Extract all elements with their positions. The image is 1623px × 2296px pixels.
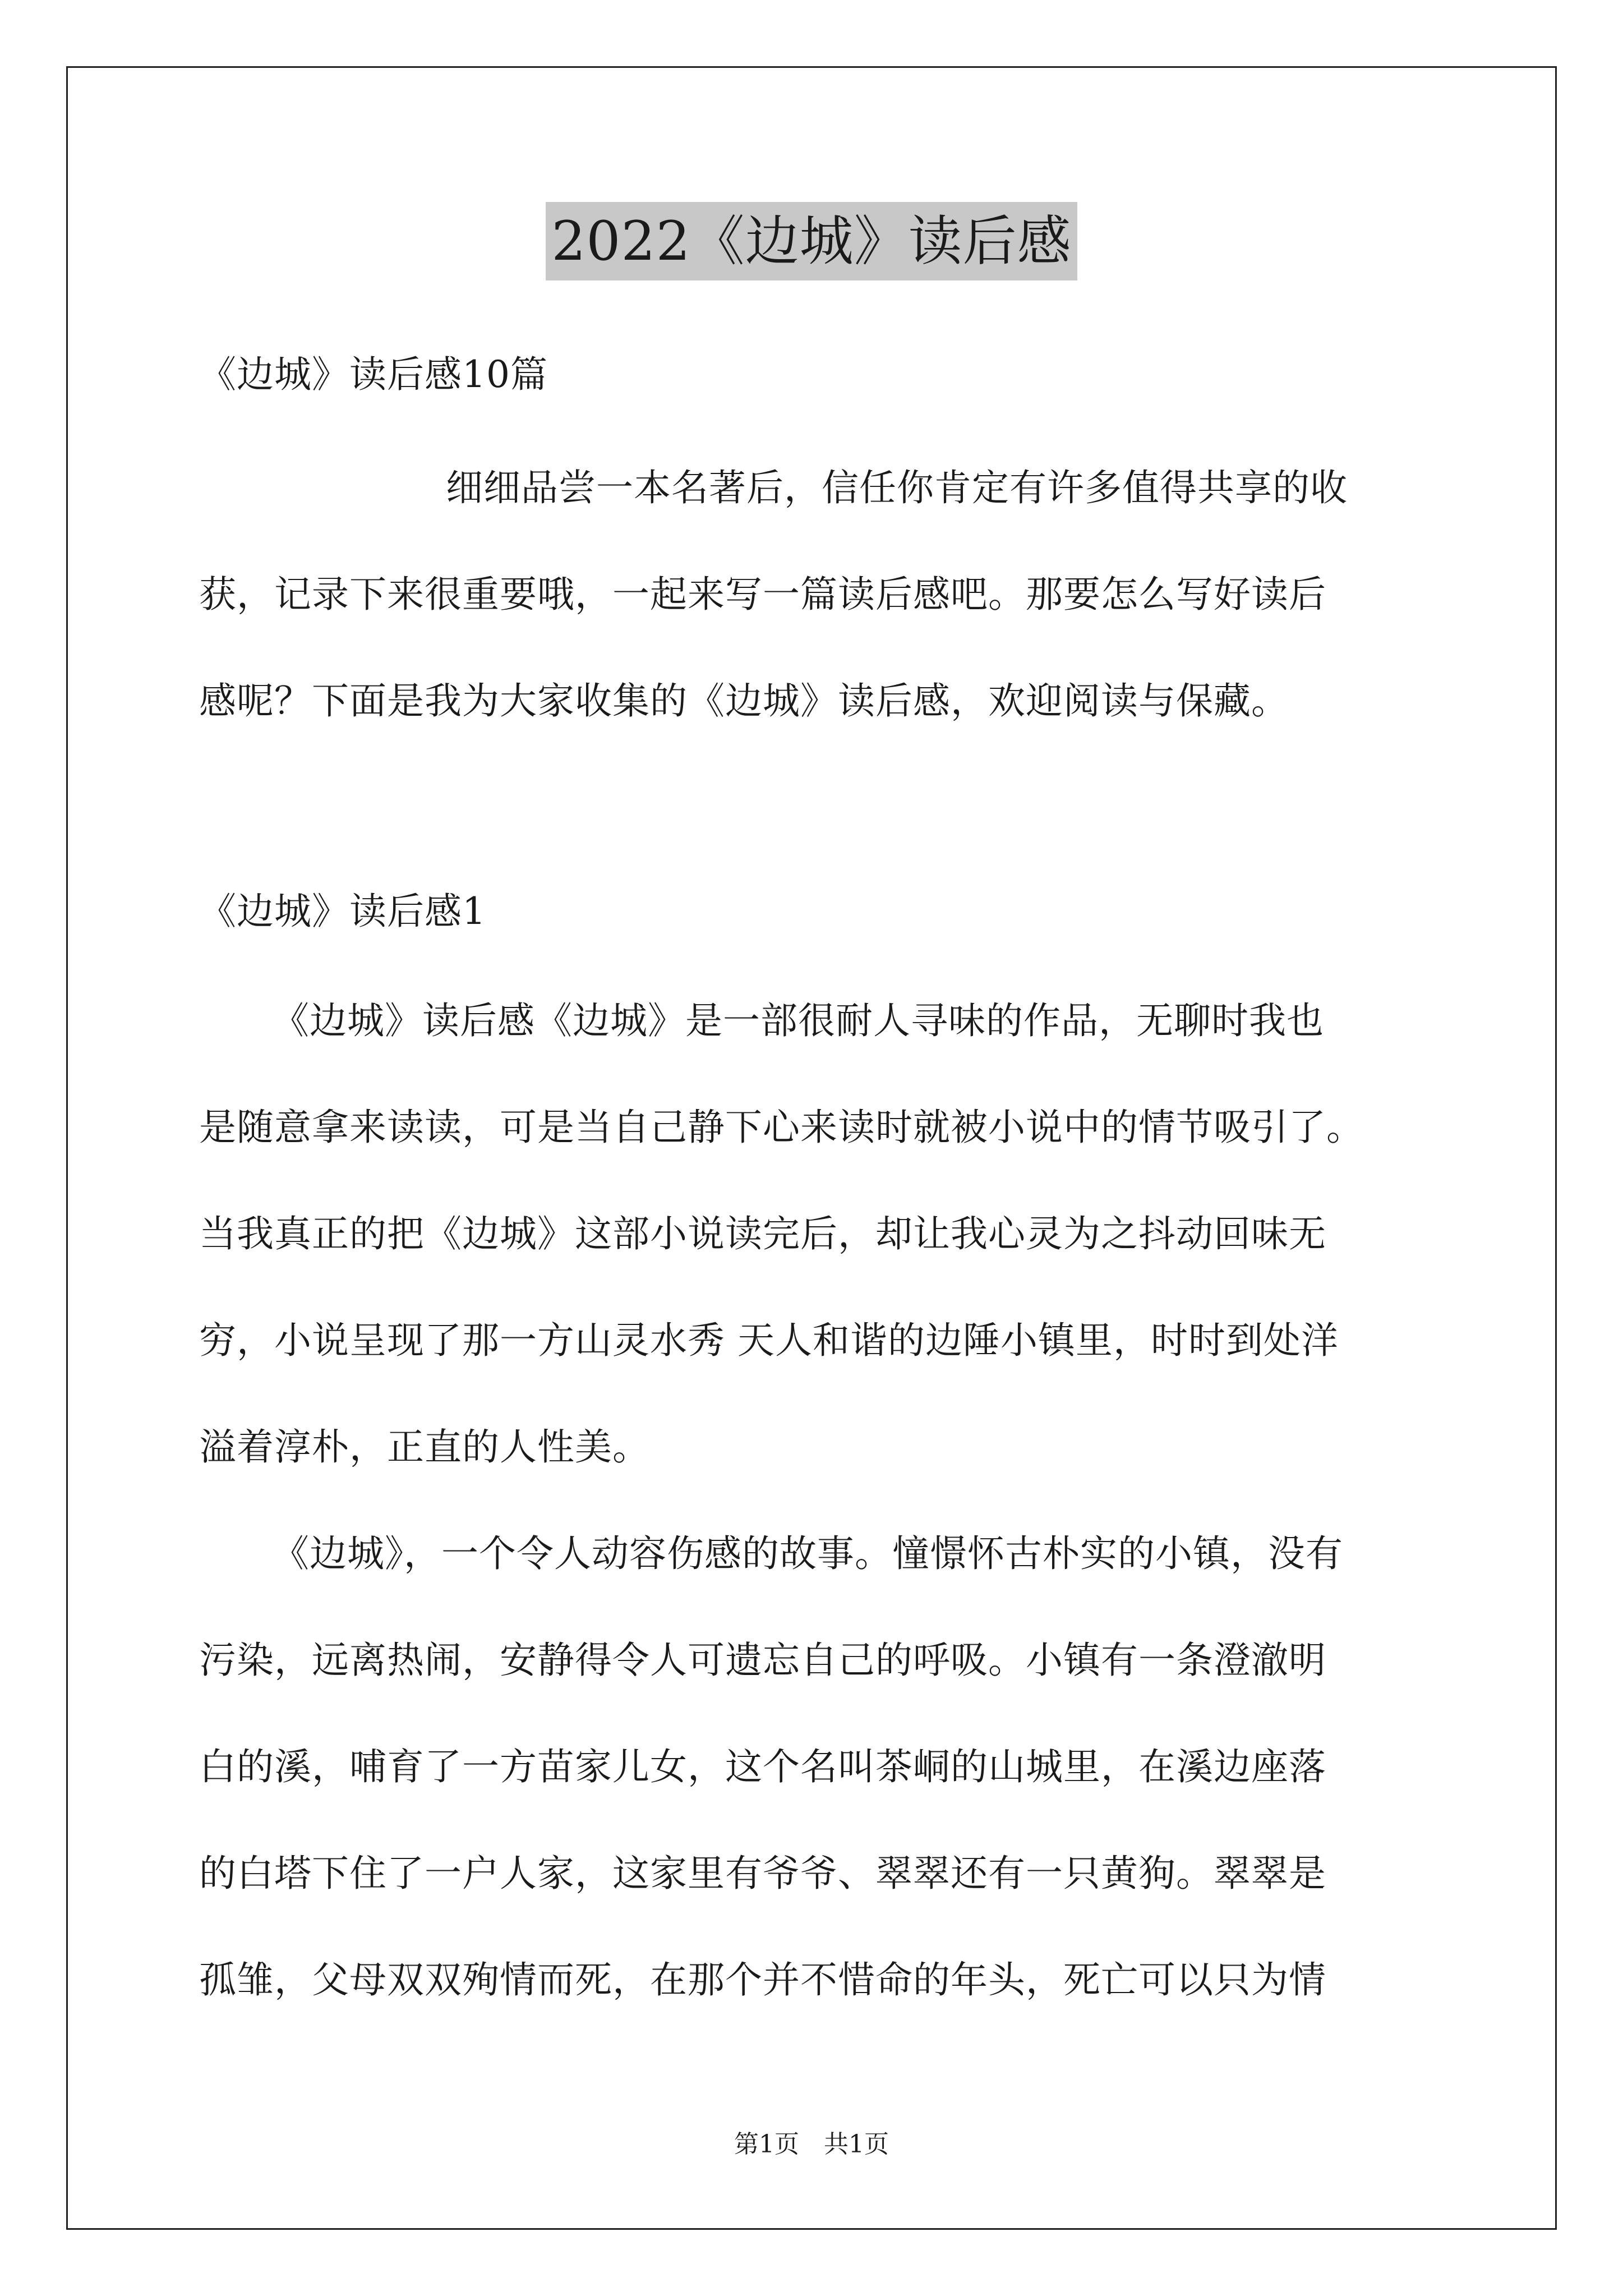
- page-footer: 第1页 共1页: [734, 2130, 889, 2159]
- paragraph-line: 是随意拿来读读，可是当自己静下心来读时就被小说中的情节吸引了。: [199, 1106, 1364, 1149]
- paragraph-line: 《边城》，一个令人动容伤感的故事。憧憬怀古朴实的小镇，没有: [272, 1532, 1343, 1575]
- paragraph-line: 的白塔下住了一户人家，这家里有爷爷、翠翠还有一只黄狗。翠翠是: [199, 1852, 1326, 1895]
- intro-line: 细细品尝一本名著后，信任你肯定有许多值得共享的收: [446, 466, 1348, 509]
- intro-line: 感呢？下面是我为大家收集的《边城》读后感，欢迎阅读与保藏。: [199, 679, 1289, 723]
- paragraph-line: 当我真正的把《边城》这部小说读完后，却让我心灵为之抖动回味无: [199, 1212, 1326, 1255]
- document-title: 2022《边城》读后感: [546, 202, 1077, 280]
- intro-line: 获，记录下来很重要哦，一起来写一篇读后感吧。那要怎么写好读后: [199, 573, 1326, 616]
- document-subtitle: 《边城》读后感10篇: [199, 353, 548, 396]
- paragraph-line: 孤雏，父母双双殉情而死，在那个并不惜命的年头，死亡可以只为情: [199, 1958, 1326, 2001]
- paragraph-line: 溢着淳朴，正直的人性美。: [199, 1425, 650, 1469]
- paragraph-line: 污染，远离热闹，安静得令人可遗忘自己的呼吸。小镇有一条澄澈明: [199, 1639, 1326, 1682]
- title-container: [0, 202, 1623, 280]
- paragraph-line: 穷，小说呈现了那一方山灵水秀 天人和谐的边陲小镇里，时时到处洋: [199, 1319, 1339, 1362]
- section-heading: 《边城》读后感1: [199, 890, 486, 933]
- paragraph-line: 《边城》读后感《边城》是一部很耐人寻味的作品，无聊时我也: [272, 999, 1324, 1042]
- paragraph-line: 白的溪，哺育了一方苗家儿女，这个名叫茶峒的山城里，在溪边座落: [199, 1745, 1326, 1788]
